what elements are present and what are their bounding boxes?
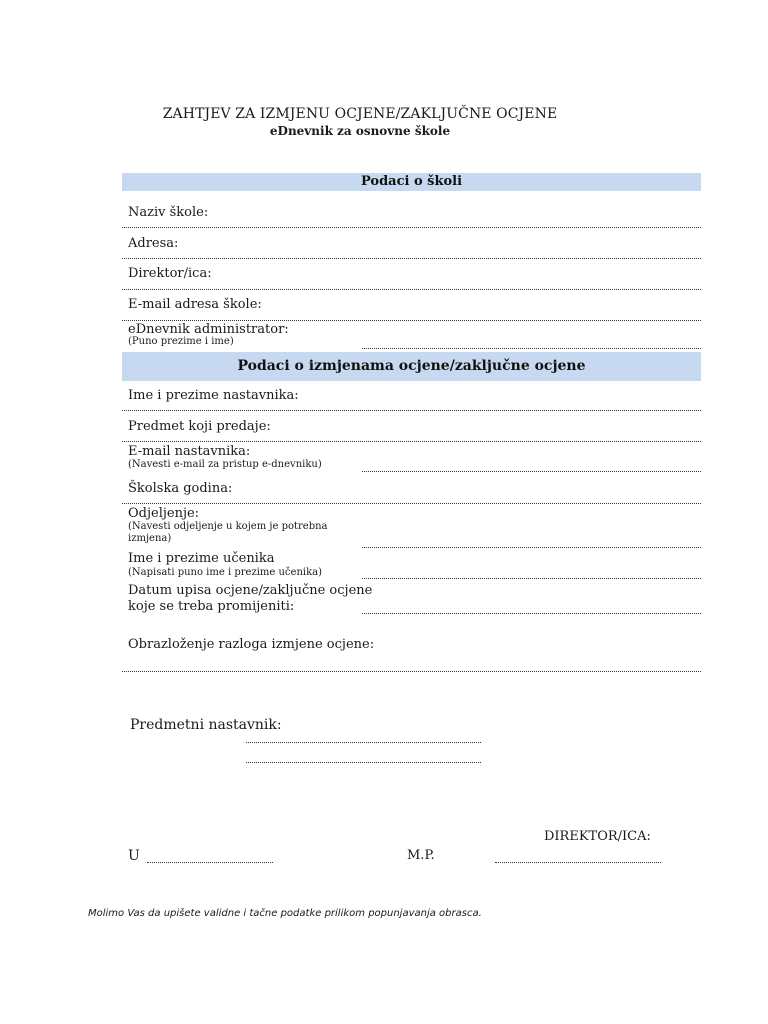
- section-heading-grade-change: Podaci o izmjenama ocjene/zaključne ocjene: [122, 352, 701, 381]
- label-address: Adresa:: [128, 236, 179, 251]
- label-place: U: [128, 848, 140, 864]
- field-address[interactable]: [122, 258, 701, 259]
- label-school-email: E-mail adresa škole:: [128, 297, 262, 312]
- signature-line-director[interactable]: [495, 862, 661, 863]
- note-student-name: (Napisati puno ime i prezime učenika): [128, 567, 323, 578]
- field-student-name[interactable]: [362, 578, 701, 579]
- field-director[interactable]: [122, 289, 701, 290]
- label-subject: Predmet koji predaje:: [128, 419, 271, 434]
- field-class[interactable]: [362, 547, 701, 548]
- field-teacher-name[interactable]: [122, 410, 701, 411]
- label-grade-date-cont: koje se treba promijeniti:: [128, 599, 295, 614]
- form-subtitle: eDnevnik za osnovne škole: [269, 124, 451, 138]
- field-teacher-email[interactable]: [362, 471, 701, 472]
- label-school-name: Naziv škole:: [128, 205, 209, 220]
- label-justification: Obrazloženje razloga izmjene ocjene:: [128, 637, 375, 652]
- label-grade-date: Datum upisa ocjene/zaključne ocjene: [128, 583, 373, 598]
- label-stamp: M.P.: [407, 848, 435, 863]
- label-director-signature: DIREKTOR/ICA:: [544, 829, 651, 844]
- field-ednevnik-admin[interactable]: [362, 348, 701, 349]
- section-heading-school: Podaci o školi: [122, 173, 701, 191]
- form-title: ZAHTJEV ZA IZMJENU OCJENE/ZAKLJUČNE OCJENE: [162, 106, 558, 122]
- field-justification[interactable]: [122, 671, 701, 672]
- note-teacher-email: (Navesti e-mail za pristup e-dnevniku): [128, 459, 322, 470]
- label-subject-teacher: Predmetni nastavnik:: [130, 717, 282, 733]
- field-grade-date[interactable]: [362, 613, 701, 614]
- signature-line-teacher-1[interactable]: [246, 742, 481, 743]
- field-school-name[interactable]: [122, 227, 701, 228]
- signature-line-teacher-2[interactable]: [246, 762, 481, 763]
- label-teacher-name: Ime i prezime nastavnika:: [128, 388, 299, 403]
- label-student-name: Ime i prezime učenika: [128, 551, 275, 566]
- label-class: Odjeljenje:: [128, 506, 200, 521]
- note-class: (Navesti odjeljenje u kojem je potrebna izmjena): [128, 521, 328, 544]
- label-ednevnik-admin: eDnevnik administrator:: [128, 322, 289, 337]
- note-ednevnik-admin: (Puno prezime i ime): [128, 336, 234, 347]
- field-school-email[interactable]: [122, 320, 701, 321]
- footer-note: Molimo Vas da upišete validne i tačne podatke prilikom popunjavanja obrasca.: [88, 908, 482, 919]
- label-teacher-email: E-mail nastavnika:: [128, 444, 251, 459]
- label-director: Direktor/ica:: [128, 266, 212, 281]
- field-subject[interactable]: [122, 441, 701, 442]
- field-school-year[interactable]: [122, 503, 701, 504]
- label-school-year: Školska godina:: [128, 481, 233, 496]
- field-place[interactable]: [147, 862, 273, 863]
